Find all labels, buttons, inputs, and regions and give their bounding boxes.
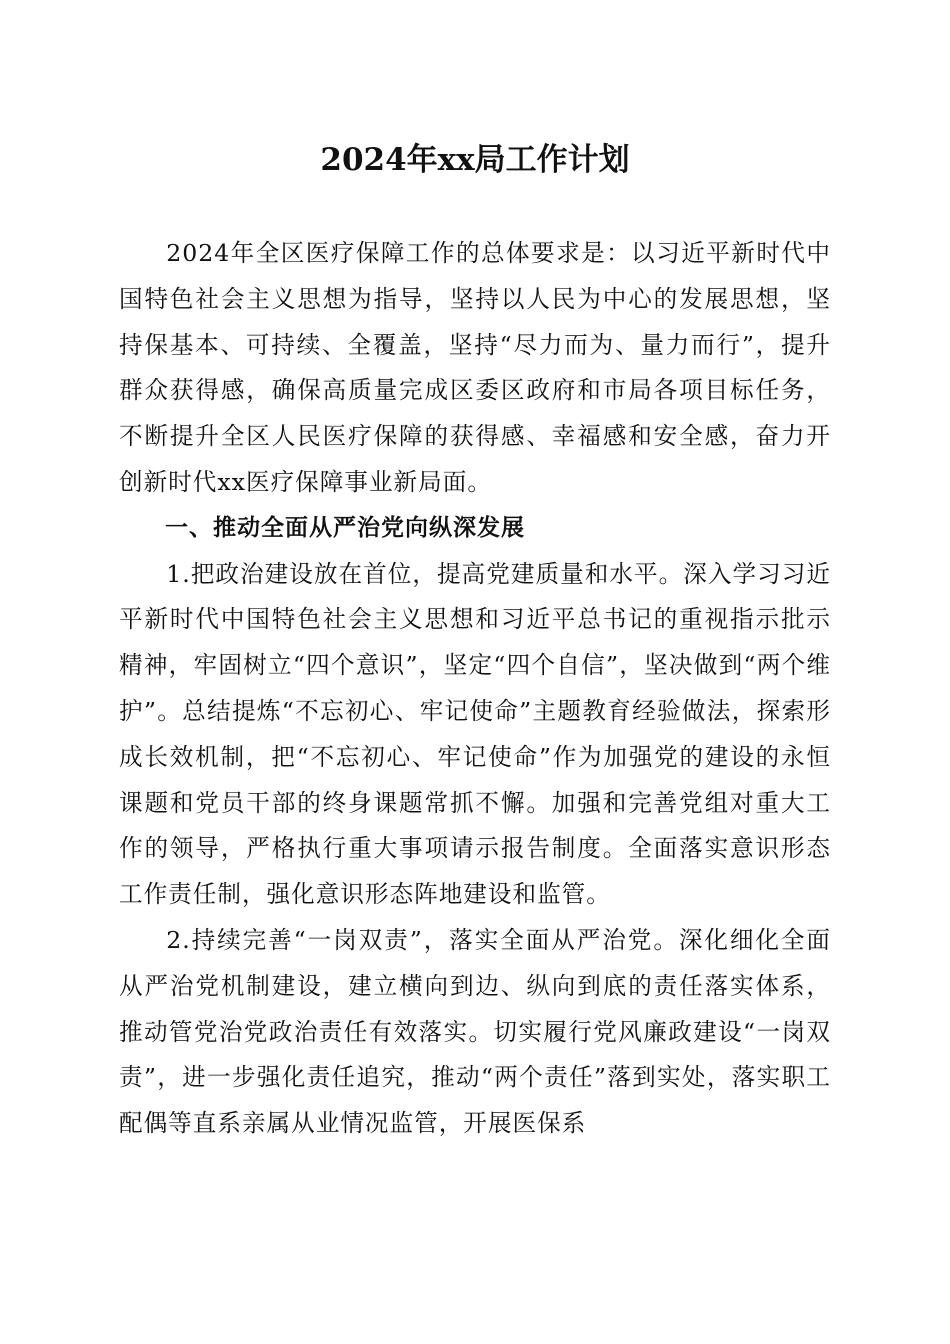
document-body <box>119 231 831 1147</box>
document-title: 2024年xx局工作计划 <box>320 142 630 178</box>
section-item-1: 1.把政治建设放在首位，提高党建质量和水平。深入学习习近平新时代中国特色社会主义思想和习近平总书记的重视指示批示精神，牢固树立“四个意识”，坚定“四个自信”，坚决做到“两个维护”。总结提炼“不忘初心、牢记使命”主题教育经验做法，探索形成长效机制，把“不忘初心、牢记使命”作为加强党的建设的永恒课题和党员干部的终身课题常抓不懈。加强和完善党组对重大工作的领导，严格执行重大事项请示报告制度。全面落实意识形态工作责任制，强化意识形态阵地建设和监管。 <box>119 559 831 909</box>
section-item-2: 2.持续完善“一岗双责”，落实全面从严治党。深化细化全面从严治党机制建设，建立横向到边、纵向到底的责任落实体系，推动管党治党政治责任有效落实。切实履行党风廉政建设“一岗双责”，进一步强化责任追究，推动“两个责任”落到实处，落实职工配偶等直系亲属从业情况监管，开展医保系 <box>119 925 831 1138</box>
section-heading: 一、推动全面从严治党向纵深发展 <box>165 514 525 541</box>
intro-paragraph: 2024年全区医疗保障工作的总体要求是：以习近平新时代中国特色社会主义思想为指导，坚持以人民为中心的发展思想，坚持保基本、可持续、全覆盖，坚持“尽力而为、量力而行”，提升群众获得感，确保高质量完成区委区政府和市局各项目标任务，不断提升全区人民医疗保障的获得感、幸福感和安全感，奋力开创新时代xx医疗保障事业新局面。 <box>119 239 831 496</box>
